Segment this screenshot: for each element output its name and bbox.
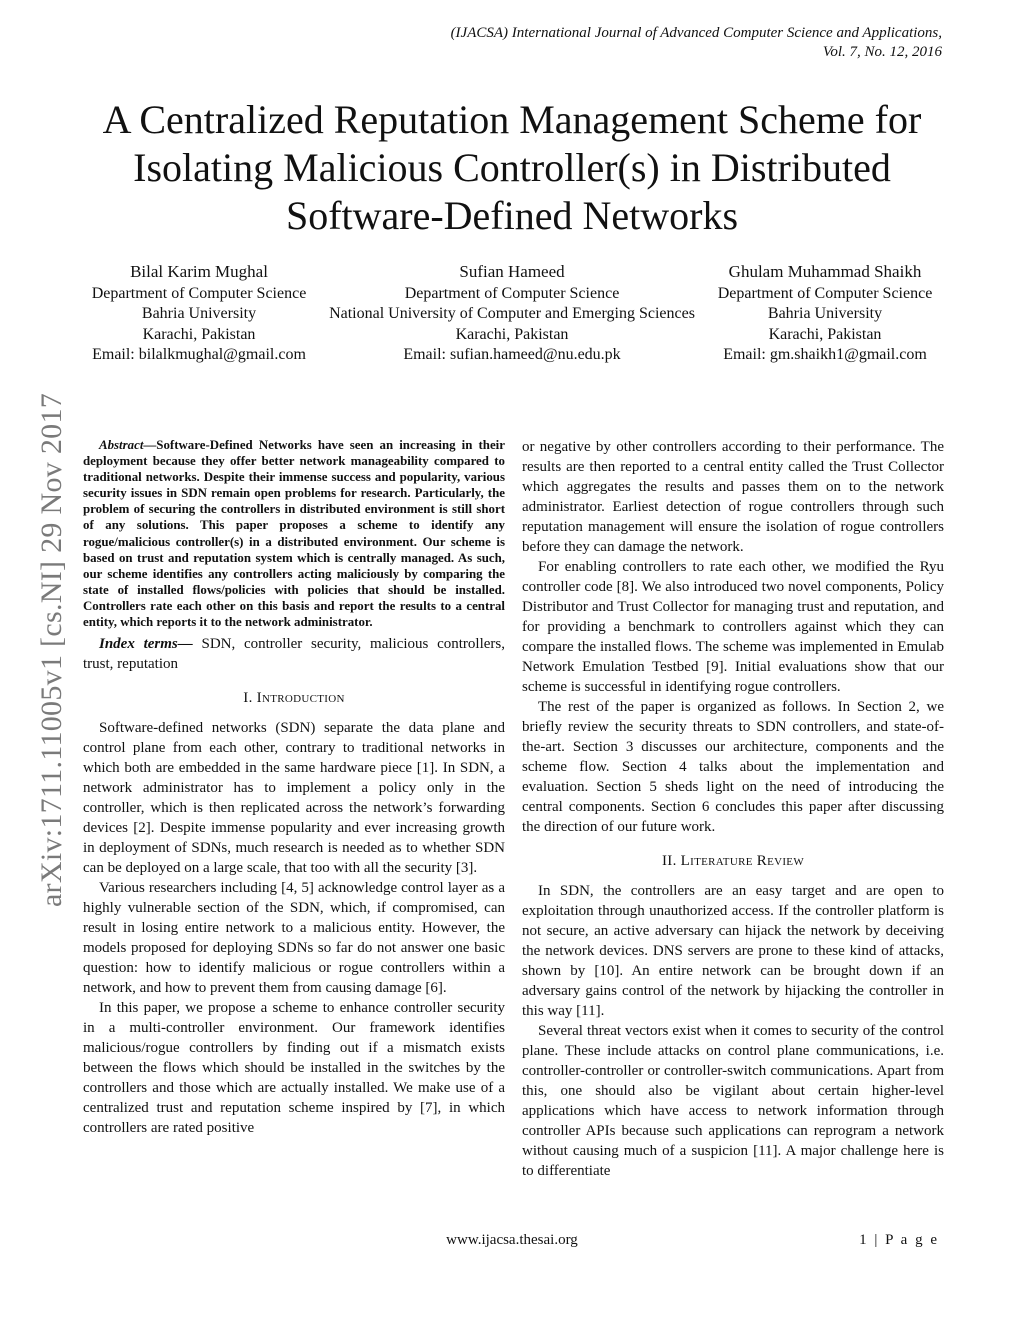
title-line-3: Software-Defined Networks <box>285 193 739 238</box>
paragraph: The rest of the paper is organized as follows. In Section 2, we briefly review the security threats to SDN controllers, and state-of-the-art. Section 3 discusses our architecture, components and the scheme flow. Section 4 talks about the implementation and evaluation. Section 5 sheds light on the need of introducing the central components. Section 6 concludes this paper after discussing the direction of our future work. <box>522 699 944 835</box>
paper-title <box>60 96 964 240</box>
index-terms-label: Index terms— <box>99 636 193 653</box>
abstract-text: —Software-Defined Networks have seen an increasing in their deployment because they offer better network manageability compared to traditional networks. Despite their immense success and popularity, various security issues in SDN remain open problems for research. Particularly, the problem of securing the controllers in distributed environment is still short of any solutions. This paper proposes a scheme to identify any rogue/malicious controller(s) in a distributed environment. Our scheme is based on trust and reputation system which is centrally managed. As such, our scheme identifies any controllers acting maliciously by comparing the state of installed flows/policies with policies that should be installed. Controllers rate each other on this basis and report the results to a central entity, which reports it to the network administrator. <box>83 438 505 630</box>
author-block-2 <box>312 262 712 366</box>
index-terms <box>83 634 505 674</box>
paragraph: Several threat vectors exist when it comes to security of the control plane. These include attacks on control plane communications, i.e. controller-controller or controller-switch communications. Apart from this, one should also be vigilant about certain higher-level applications which have access to network information through controller APIs because such applications can reprogram a network without causing much of a suspicion [11]. A major challenge here is to differentiate <box>522 1023 944 1179</box>
author-location: Karachi, Pakistan <box>142 325 256 343</box>
author-institution: National University of Computer and Emerging Sciences <box>329 305 695 322</box>
author-department: Department of Computer Science <box>404 284 620 302</box>
section-heading-literature-review: II. Literature Review <box>661 853 805 869</box>
abstract <box>83 437 505 630</box>
author-block-1 <box>70 262 328 366</box>
journal-header-line-2: Vol. 7, No. 12, 2016 <box>822 44 942 60</box>
title-line-2: Isolating Malicious Controller(s) in Distributed <box>133 145 891 190</box>
author-department: Department of Computer Science <box>91 284 307 302</box>
author-institution: Bahria University <box>141 305 257 322</box>
paragraph: Various researchers including [4, 5] acknowledge control layer as a highly vulnerable section of the SDN, which, if compromised, can result in losing entire network to a malicious entity. However, the models proposed for deploying SDNs so far do not answer one basic question: how to identify malicious or rogue controllers within a network, and how to prevent them from causing damage [6]. <box>83 880 505 997</box>
paragraph: Software-defined networks (SDN) separate the data plane and control plane from each other, contrary to traditional networks in which both are embedded in the same hardware piece [1]. In SDN, a network administrator has to implement a policy only in the controller, which is then replicated across the network’s forwarding devices [2]. Despite immense popularity and ever increasing growth in deployment of SDNs, much research is needed as to whether SDN can be deployed on a large scale, that too with all the security [3]. <box>83 720 505 877</box>
author-name: Sufian Hameed <box>459 262 565 281</box>
arxiv-identifier-stamp: arXiv:1711.11005v1 [cs.NI] 29 Nov 2017 <box>35 392 68 908</box>
author-institution: Bahria University <box>767 305 883 322</box>
paragraph: In SDN, the controllers are an easy target and are open to exploitation through unauthorized access. If the controller platform is not secure, an active adversary can hijack the network by deceiving the network devices. DNS servers are prone to these kind of attacks, shown by [10]. An entire network can be brought down if an adversary gains control of the network by hijacking the controller in this way [11]. <box>522 883 944 1019</box>
index-terms-text: SDN, controller security, malicious controllers, trust, reputation <box>83 636 505 673</box>
author-name: Ghulam Muhammad Shaikh <box>728 262 922 281</box>
author-email: Email: gm.shaikh1@gmail.com <box>723 346 927 363</box>
author-department: Department of Computer Science <box>717 284 933 302</box>
abstract-label: Abstract <box>99 438 144 452</box>
journal-header-line-1: (IJACSA) International Journal of Advanced Computer Science and Applications, <box>450 25 942 41</box>
left-column <box>83 437 505 1138</box>
author-email: Email: bilalkmughal@gmail.com <box>92 346 306 363</box>
author-block-3 <box>700 262 950 366</box>
author-location: Karachi, Pakistan <box>455 325 569 343</box>
section-heading-introduction: I. Introduction <box>243 690 345 707</box>
author-name: Bilal Karim Mughal <box>130 262 268 281</box>
footer-website: www.ijacsa.thesai.org <box>446 1232 578 1248</box>
paragraph: or negative by other controllers according to their performance. The results are then reported to a central entity called the Trust Collector which aggregates the results and passes them on to the network administrator. Earliest detection of rogue controllers through such reputation management will ensure the isolation of rogue controllers before they can damage the network. <box>522 439 944 555</box>
title-line-1: A Centralized Reputation Management Scheme for <box>102 97 922 142</box>
author-location: Karachi, Pakistan <box>768 325 882 343</box>
right-column <box>522 437 944 1181</box>
paragraph: For enabling controllers to rate each other, we modified the Ryu controller code [8]. We also introduced two novel components, Policy Distributor and Trust Collector for managing trust and reputation, and for providing a benchmark to controllers against which they can compare the installed flows. The scheme was implemented in Emulab Network Emulation Testbed [9]. Initial evaluations show that our scheme is successful in identifying rogue controllers. <box>522 559 944 695</box>
author-email: Email: sufian.hameed@nu.edu.pk <box>403 346 621 363</box>
paragraph: In this paper, we propose a scheme to enhance controller security in a multi-controller environment. Our framework identifies malicious/rogue controllers by finding out if a mismatch exists between the flows which should be installed in the switches by the controllers and those which are actually installed. We make use of a centralized trust and reputation scheme inspired by [7], in which controllers are rated positive <box>83 1000 505 1137</box>
footer-page-number: 1 | P a g e <box>859 1232 939 1248</box>
